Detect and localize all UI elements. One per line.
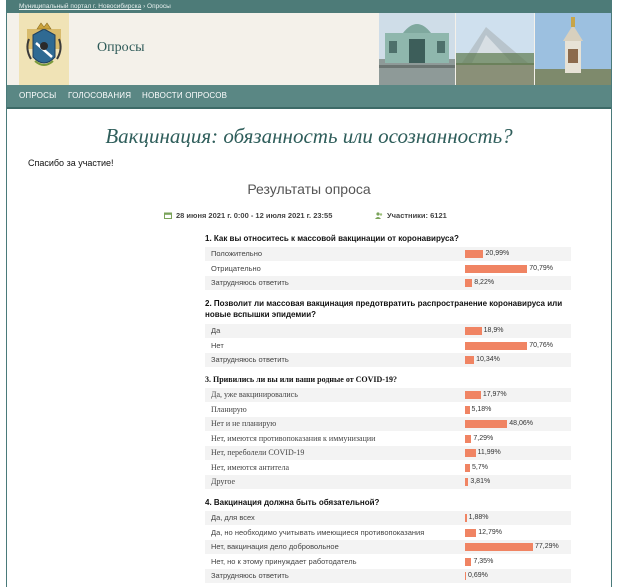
answer-row	[205, 388, 571, 402]
poll-participants	[375, 211, 447, 220]
question-1-text: 1. Как вы относитесь к массовой вакцинации от коронавируса?	[205, 234, 459, 243]
answer-row	[205, 403, 571, 417]
answer-row	[205, 417, 571, 431]
answer-row	[205, 432, 571, 446]
result-percent: 0,69%	[468, 572, 488, 579]
answer-label: Да, но необходимо учитывать имеющиеся противопоказания	[211, 527, 425, 537]
result-percent: 48,06%	[509, 420, 534, 427]
result-bar	[465, 529, 476, 537]
result-percent: 11,99%	[477, 449, 501, 456]
answer-row	[205, 247, 571, 261]
result-percent: 70,79%	[529, 264, 554, 272]
result-bar	[465, 543, 533, 551]
poll-participants-text: Участники: 6121	[387, 211, 447, 220]
poll-period-text: 28 июня 2021 г. 0:00 - 12 июля 2021 г. 23:55	[176, 211, 333, 220]
answer-label: Нет, имеются антитела	[211, 462, 290, 472]
chapel-photo	[535, 13, 611, 85]
result-percent: 20,99%	[485, 250, 510, 257]
result-bar	[465, 391, 481, 399]
breadcrumb-portal-link[interactable]: Муниципальный портал г. Новосибирска	[19, 3, 142, 10]
result-bar	[465, 327, 482, 335]
result-bar	[465, 342, 527, 350]
result-percent: 1,88%	[468, 514, 489, 521]
answer-label: Да	[211, 326, 221, 335]
answer-label: Нет и не планирую	[211, 419, 277, 428]
result-percent: 5,18%	[471, 405, 492, 413]
users-icon	[375, 212, 383, 219]
answer-row	[205, 353, 571, 367]
answer-row	[205, 276, 571, 290]
breadcrumb	[7, 0, 611, 13]
answer-label: Отрицательно	[211, 263, 261, 273]
poll-period	[164, 211, 332, 220]
answer-label: Положительно	[211, 249, 263, 258]
answer-row	[205, 569, 571, 583]
answer-row	[205, 262, 571, 276]
result-percent: 18,9%	[483, 327, 504, 334]
result-bar	[465, 449, 476, 457]
result-percent: 5,7%	[472, 463, 488, 471]
question-3-text: 3. Привились ли вы или ваши родные от COVID-19?	[205, 375, 397, 384]
result-bar	[465, 279, 472, 287]
result-bar	[465, 265, 527, 273]
answer-label: Затрудняюсь ответить	[211, 571, 289, 580]
result-bar	[465, 420, 507, 428]
answer-label: Нет, но к этому принуждает работодатель	[211, 556, 357, 566]
result-bar	[465, 406, 470, 414]
answer-row	[205, 511, 571, 525]
poll-title: Вакцинация: обязанность или осознанность?	[105, 124, 513, 148]
answer-label: Планирую	[211, 404, 247, 414]
main-nav	[7, 85, 611, 109]
breadcrumb-current: Опросы	[147, 3, 171, 10]
result-bar	[465, 250, 483, 258]
result-bar	[465, 356, 474, 364]
nav-item-poll-news[interactable]: НОВОСТИ ОПРОСОВ	[142, 91, 228, 100]
nav-item-votes[interactable]: ГОЛОСОВАНИЯ	[68, 91, 132, 100]
result-percent: 12,79%	[478, 528, 502, 536]
site-name: Опросы	[97, 40, 145, 55]
thanks-message: Спасибо за участие!	[28, 158, 114, 168]
result-bar	[465, 435, 471, 443]
result-bar	[465, 464, 470, 472]
answer-label: Затрудняюсь ответить	[211, 355, 289, 364]
result-bar	[465, 478, 468, 486]
answer-row	[205, 555, 571, 569]
nav-item-polls[interactable]: ОПРОСЫ	[19, 91, 57, 100]
answer-row	[205, 324, 571, 338]
coat-of-arms-logo[interactable]	[19, 13, 69, 85]
result-bar	[465, 514, 467, 522]
result-percent: 10,34%	[476, 356, 500, 363]
page-frame	[6, 0, 612, 587]
result-percent: 3,81%	[470, 478, 491, 485]
answer-label: Да, для всех	[211, 513, 255, 522]
result-percent: 8,22%	[474, 279, 495, 286]
results-title: Результаты опроса	[247, 181, 371, 197]
result-percent: 77,29%	[535, 543, 559, 550]
result-percent: 17,97%	[482, 391, 507, 398]
result-percent: 7,29%	[473, 434, 494, 442]
answer-row	[205, 475, 571, 489]
answer-row	[205, 446, 571, 460]
station-photo	[379, 13, 455, 85]
result-percent: 7,35%	[473, 557, 494, 565]
site-header	[7, 13, 611, 85]
breadcrumb-separator: ›	[143, 3, 146, 10]
answer-row	[205, 526, 571, 540]
question-4-text: 4. Вакцинация должна быть обязательной?	[205, 498, 380, 507]
answer-label: Нет, вакцинация дело добровольное	[211, 542, 339, 551]
calendar-icon	[164, 212, 172, 219]
answer-label: Другое	[211, 477, 236, 486]
answer-label: Нет, переболели COVID-19	[211, 448, 305, 457]
answer-label: Нет, имеются противопоказания к иммунизации	[211, 433, 376, 443]
answer-row	[205, 339, 571, 353]
question-2-text: 2. Позволит ли массовая вакцинация предотвратить распространение коронавируса или новые вспышки эпидемии?	[205, 299, 563, 319]
result-bar	[465, 572, 466, 580]
answer-label: Нет	[211, 340, 224, 350]
theatre-photo	[456, 13, 534, 85]
result-percent: 70,76%	[529, 341, 554, 349]
answer-label: Да, уже вакцинировались	[211, 390, 298, 399]
answer-label: Затрудняюсь ответить	[211, 278, 289, 287]
answer-row	[205, 461, 571, 475]
answer-row	[205, 540, 571, 554]
result-bar	[465, 558, 471, 566]
